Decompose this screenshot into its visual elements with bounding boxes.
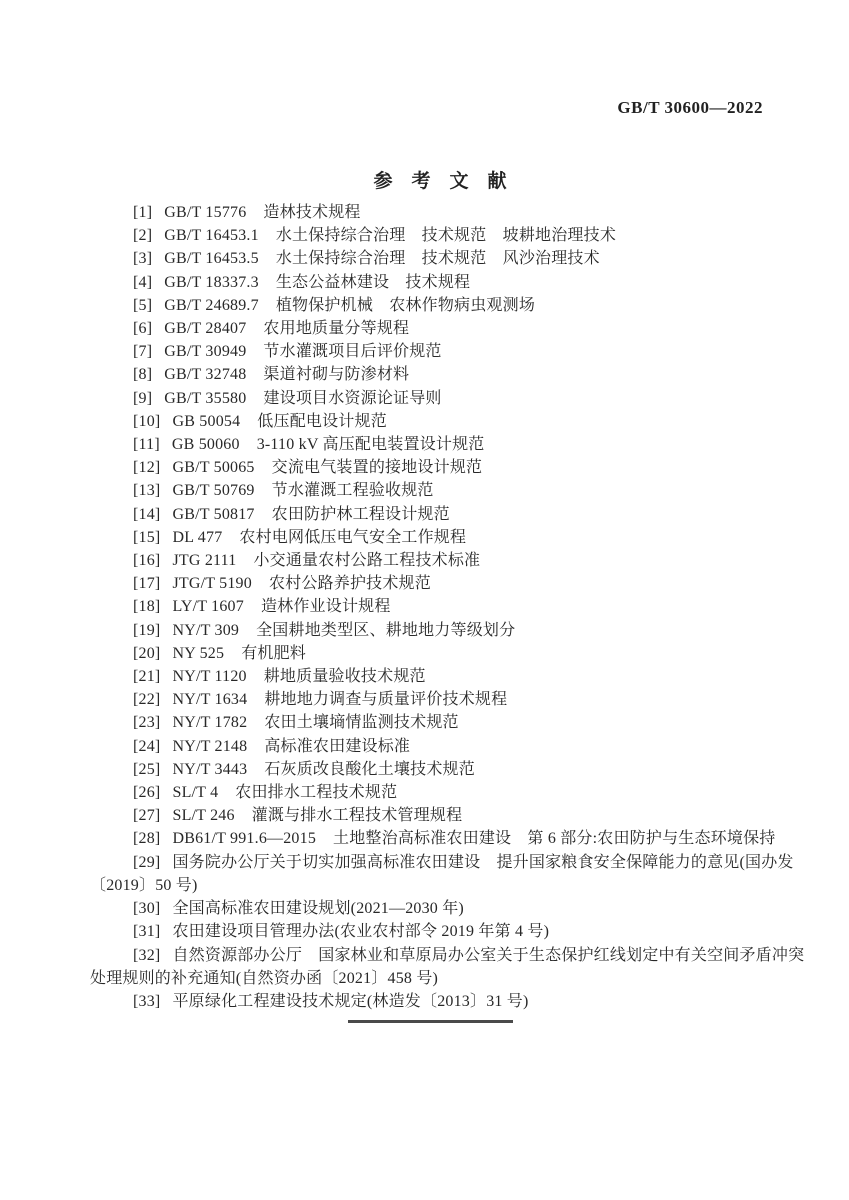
reference-item bbox=[90, 503, 790, 526]
ref-title: 节水灌溉项目后评价规范 bbox=[263, 343, 442, 361]
ref-title: 有机肥料 bbox=[241, 644, 306, 662]
ref-title: 平原绿化工程建设技术规定(林造发〔2013〕31 号) bbox=[172, 992, 529, 1010]
ref-number: [33] bbox=[133, 992, 161, 1010]
ref-number: [7] bbox=[133, 343, 153, 361]
reference-item bbox=[90, 827, 790, 850]
reference-item bbox=[90, 897, 790, 920]
ref-number: [18] bbox=[133, 598, 161, 616]
reference-item bbox=[90, 294, 790, 317]
reference-item bbox=[90, 340, 790, 363]
ref-number: [6] bbox=[133, 320, 153, 338]
reference-item bbox=[90, 595, 790, 618]
ref-number: [19] bbox=[133, 621, 161, 639]
ref-number: [10] bbox=[133, 412, 161, 430]
ref-title: 农田土壤墒情监测技术规范 bbox=[264, 714, 459, 732]
reference-item bbox=[90, 804, 790, 827]
ref-title: 低压配电设计规范 bbox=[257, 412, 387, 430]
ref-code: GB/T 50065 bbox=[172, 459, 255, 477]
ref-number: [30] bbox=[133, 900, 161, 918]
ref-number: [12] bbox=[133, 459, 161, 477]
ref-number: [8] bbox=[133, 366, 153, 384]
ref-title: 小交通量农村公路工程技术标准 bbox=[253, 552, 481, 570]
ref-code: GB/T 24689.7 bbox=[164, 296, 259, 314]
reference-item bbox=[90, 479, 790, 502]
ref-code: GB 50060 bbox=[171, 436, 240, 454]
ref-number: [23] bbox=[133, 714, 161, 732]
reference-item bbox=[90, 456, 790, 479]
ref-title: 造林作业设计规程 bbox=[260, 598, 391, 616]
ref-title: 农田防护林工程设计规范 bbox=[271, 505, 450, 523]
ref-title: 建设项目水资源论证导则 bbox=[263, 389, 442, 407]
ref-code: GB/T 15776 bbox=[164, 204, 247, 221]
ref-title: 全国耕地类型区、耕地地力等级划分 bbox=[256, 621, 516, 639]
ref-code: NY/T 309 bbox=[172, 621, 240, 639]
ref-title: 国务院办公厅关于切实加强高标准农田建设 提升国家粮食安全保障能力的意见(国办发 bbox=[172, 853, 794, 871]
ref-number: [28] bbox=[133, 830, 161, 848]
reference-continuation bbox=[90, 874, 790, 897]
ref-title: 生态公益林建设 技术规程 bbox=[275, 273, 471, 291]
ref-title-continued: 〔2019〕50 号) bbox=[90, 876, 198, 894]
reference-item bbox=[90, 247, 790, 270]
ref-number: [26] bbox=[133, 784, 161, 802]
ref-number: [27] bbox=[133, 807, 161, 825]
ref-code: GB/T 30949 bbox=[164, 343, 247, 361]
ref-title: 耕地质量验收技术规范 bbox=[263, 668, 426, 686]
ref-title: 节水灌溉工程验收规范 bbox=[271, 482, 434, 500]
reference-item bbox=[90, 433, 790, 456]
ref-title: 水土保持综合治理 技术规范 风沙治理技术 bbox=[275, 250, 600, 268]
ref-code: NY 525 bbox=[172, 644, 225, 662]
ref-code: GB/T 32748 bbox=[164, 366, 247, 384]
end-of-document-rule bbox=[348, 1020, 513, 1023]
ref-number: [2] bbox=[133, 227, 153, 245]
ref-title: 造林技术规程 bbox=[263, 204, 361, 221]
ref-number: [15] bbox=[133, 528, 161, 546]
ref-number: [17] bbox=[133, 575, 161, 593]
ref-title: 农田建设项目管理办法(农业农村部令 2019 年第 4 号) bbox=[172, 923, 550, 941]
ref-number: [1] bbox=[133, 204, 153, 221]
ref-title: 交流电气装置的接地设计规范 bbox=[271, 459, 483, 477]
reference-item bbox=[90, 990, 790, 1013]
ref-number: [13] bbox=[133, 482, 161, 500]
ref-title-continued: 处理规则的补充通知(自然资办函〔2021〕458 号) bbox=[90, 969, 439, 987]
reference-item bbox=[90, 665, 790, 688]
reference-item bbox=[90, 920, 790, 943]
ref-code: LY/T 1607 bbox=[172, 598, 244, 616]
ref-title: 水土保持综合治理 技术规范 坡耕地治理技术 bbox=[275, 227, 617, 245]
ref-code: JTG 2111 bbox=[172, 552, 237, 570]
ref-code: DL 477 bbox=[172, 528, 223, 546]
reference-item bbox=[90, 363, 790, 386]
ref-title: 土地整治高标准农田建设 第 6 部分:农田防护与生态环境保持 bbox=[333, 830, 776, 848]
ref-number: [24] bbox=[133, 737, 161, 755]
reference-item bbox=[90, 549, 790, 572]
reference-item bbox=[90, 526, 790, 549]
bibliography-title: 参 考 文 献 bbox=[373, 171, 507, 192]
reference-item bbox=[90, 387, 790, 410]
ref-code: GB/T 18337.3 bbox=[164, 273, 259, 291]
ref-title: 石灰质改良酸化土壤技术规范 bbox=[264, 760, 475, 778]
reference-item bbox=[90, 944, 805, 967]
ref-title: 高标准农田建设标准 bbox=[264, 737, 411, 755]
reference-item bbox=[90, 572, 790, 595]
references-list bbox=[90, 201, 805, 1013]
ref-code: GB/T 50769 bbox=[172, 482, 255, 500]
reference-item bbox=[90, 688, 790, 711]
reference-item bbox=[90, 619, 790, 642]
ref-number: [25] bbox=[133, 760, 161, 778]
ref-code: GB 50054 bbox=[172, 412, 241, 430]
ref-number: [31] bbox=[133, 923, 161, 941]
ref-code: GB/T 50817 bbox=[172, 505, 255, 523]
ref-code: NY/T 3443 bbox=[172, 760, 248, 778]
reference-item bbox=[90, 317, 790, 340]
ref-title: 植物保护机械 农林作物病虫观测场 bbox=[275, 296, 536, 314]
reference-item bbox=[90, 271, 790, 294]
ref-code: NY/T 1634 bbox=[172, 691, 248, 709]
ref-title: 农村电网低压电气安全工作规程 bbox=[239, 528, 467, 546]
ref-title: 3-110 kV 高压配电装置设计规范 bbox=[256, 436, 485, 454]
ref-number: [5] bbox=[133, 296, 153, 314]
reference-item bbox=[90, 642, 790, 665]
ref-code: DB61/T 991.6—2015 bbox=[172, 830, 317, 848]
ref-number: [9] bbox=[133, 389, 153, 407]
ref-title: 农用地质量分等规程 bbox=[263, 320, 410, 338]
ref-number: [21] bbox=[133, 668, 161, 686]
reference-item bbox=[90, 201, 790, 224]
standard-number: GB/T 30600—2022 bbox=[617, 98, 763, 117]
ref-title: 灌溉与排水工程技术管理规程 bbox=[251, 807, 463, 825]
ref-number: [22] bbox=[133, 691, 161, 709]
ref-code: GB/T 16453.5 bbox=[164, 250, 259, 268]
ref-code: SL/T 246 bbox=[172, 807, 235, 825]
ref-code: GB/T 28407 bbox=[164, 320, 247, 338]
ref-code: NY/T 2148 bbox=[172, 737, 248, 755]
ref-number: [16] bbox=[133, 552, 161, 570]
ref-number: [32] bbox=[133, 946, 161, 964]
reference-item bbox=[90, 735, 790, 758]
ref-code: GB/T 35580 bbox=[164, 389, 247, 407]
ref-number: [4] bbox=[133, 273, 153, 291]
reference-item bbox=[90, 224, 790, 247]
reference-item bbox=[90, 851, 794, 874]
ref-code: SL/T 4 bbox=[172, 784, 219, 802]
ref-code: NY/T 1782 bbox=[172, 714, 248, 732]
ref-code: JTG/T 5190 bbox=[172, 575, 252, 593]
ref-title: 耕地地力调查与质量评价技术规程 bbox=[264, 691, 508, 709]
reference-item bbox=[90, 711, 790, 734]
reference-item bbox=[90, 781, 790, 804]
ref-title: 渠道衬砌与防渗材料 bbox=[263, 366, 410, 384]
ref-title: 全国高标准农田建设规划(2021—2030 年) bbox=[172, 900, 464, 918]
ref-number: [29] bbox=[133, 853, 161, 871]
reference-continuation bbox=[90, 967, 790, 990]
ref-title: 农村公路养护技术规范 bbox=[268, 575, 431, 593]
reference-item bbox=[90, 758, 790, 781]
ref-title: 农田排水工程技术规范 bbox=[235, 784, 398, 802]
ref-code: NY/T 1120 bbox=[172, 668, 247, 686]
ref-number: [14] bbox=[133, 505, 161, 523]
ref-code: GB/T 16453.1 bbox=[164, 227, 259, 245]
ref-number: [20] bbox=[133, 644, 161, 662]
ref-number: [11] bbox=[133, 436, 160, 454]
ref-number: [3] bbox=[133, 250, 153, 268]
reference-item bbox=[90, 410, 790, 433]
ref-title: 自然资源部办公厅 国家林业和草原局办公室关于生态保护红线划定中有关空间矛盾冲突 bbox=[172, 946, 805, 964]
